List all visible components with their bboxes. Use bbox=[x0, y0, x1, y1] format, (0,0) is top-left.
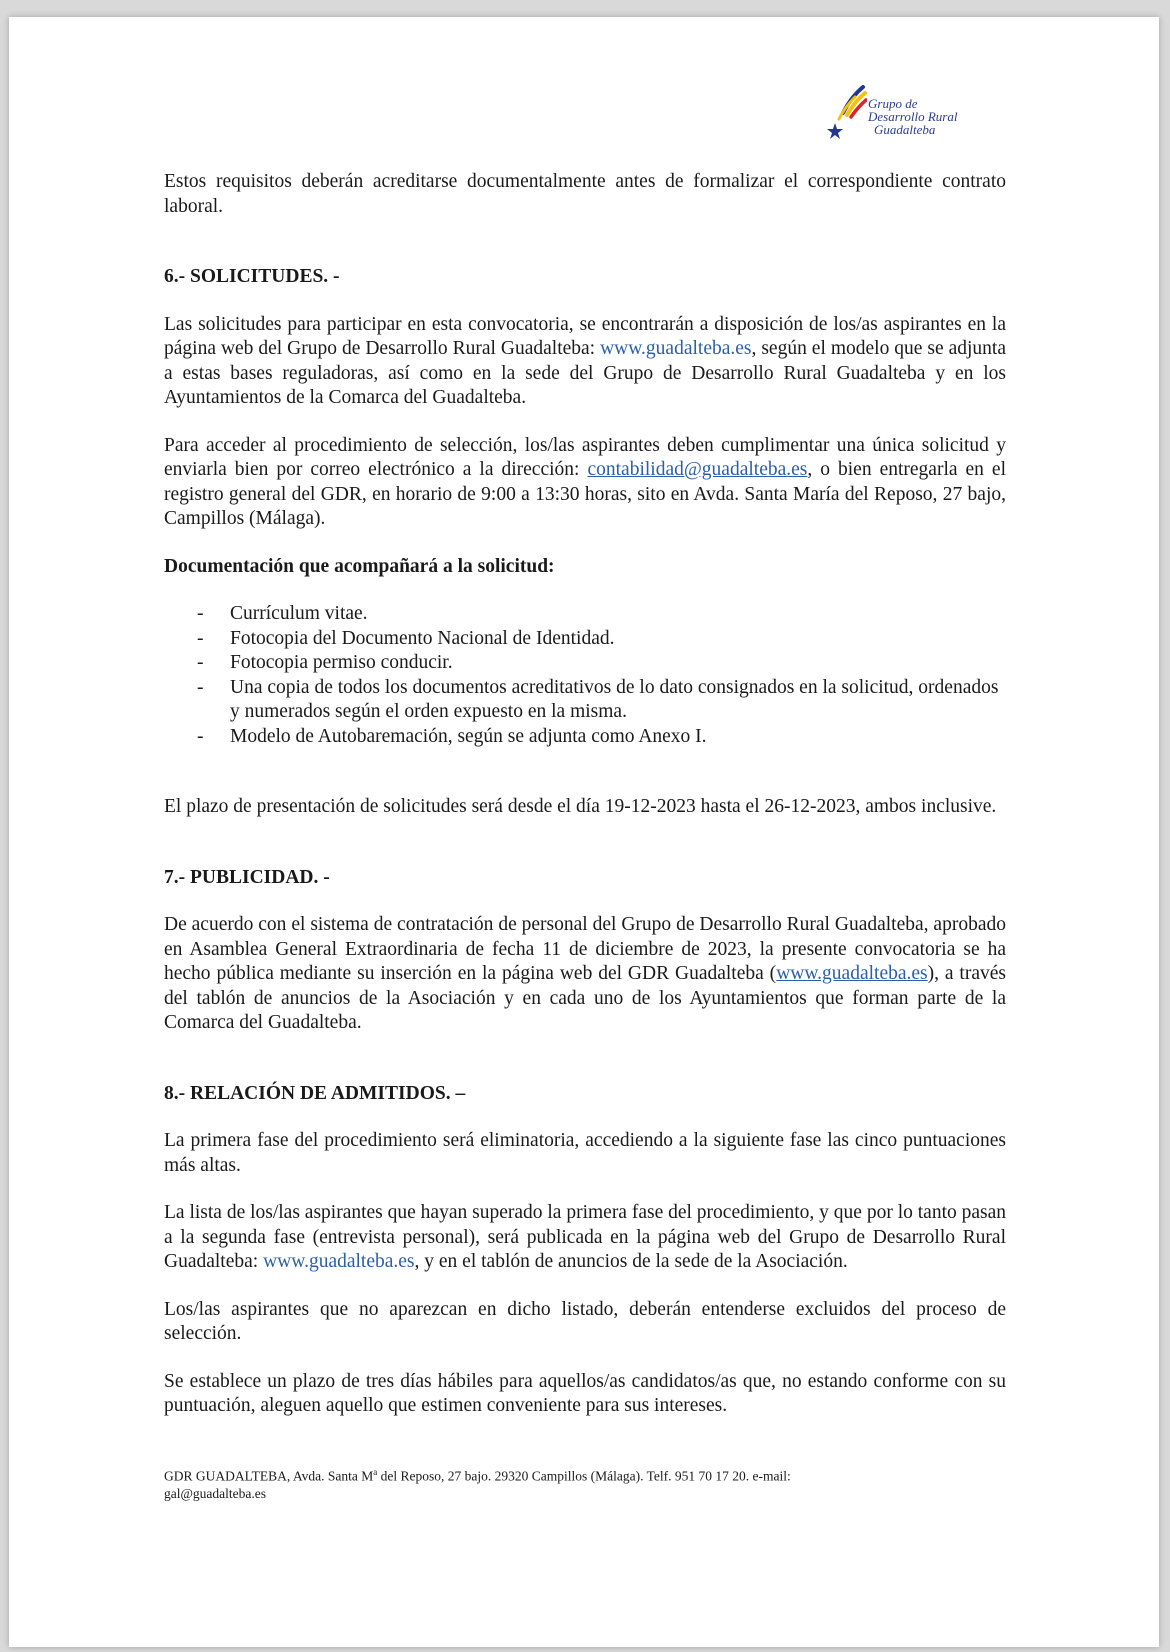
footer-superscript: a bbox=[373, 1467, 378, 1477]
list-item-text: Fotocopia del Documento Nacional de Identidad. bbox=[230, 627, 615, 649]
document-body bbox=[164, 170, 1006, 1419]
website-link[interactable]: www.guadalteba.es bbox=[263, 1251, 415, 1272]
section-8-paragraph-3: Los/las aspirantes que no aparezcan en dicho listado, deberán entenderse excluidos del proceso de selección. bbox=[164, 1298, 1006, 1344]
list-item-text: Una copia de todos los documentos acreditativos de lo dato consignados en la solicitud, ordenados y numerados según el orden expuesto en la misma. bbox=[230, 676, 999, 722]
list-item-text: Currículum vitae. bbox=[230, 603, 368, 624]
section-6-p1-text-end: , según el modelo que se adjunta a estas bases reguladoras, así como en la sede del Grupo de Desarrollo Rural Guadalteba y en los Ayuntamientos de la Comarca del Guadalteba. bbox=[164, 338, 1006, 408]
logo-line-2: Desarrollo Rural bbox=[868, 109, 958, 124]
section-8-p2-text-end: , y en el tablón de anuncios de la sede de la Asociación. bbox=[414, 1251, 848, 1272]
footer-contact: del Reposo, 27 bajo. 29320 Campillos (Málaga). Telf. 951 70 17 20. e-mail: bbox=[377, 1468, 791, 1484]
email-link[interactable]: contabilidad@guadalteba.es bbox=[587, 459, 808, 480]
section-6-p2-text: Para acceder al procedimiento de selección, los/las aspirantes deben cumplimentar una única solicitud y enviarla bien por correo electrónico a la dirección: bbox=[164, 434, 1006, 480]
section-8-p2-text: La lista de los/las aspirantes que hayan superado la primera fase del procedimiento, y que por lo tanto pasan a la segunda fase (entrevista personal), será publicada en la página web del Grupo de Desarrollo Rural Guadalteba: bbox=[164, 1202, 1007, 1272]
list-dash: - bbox=[197, 652, 204, 673]
footer-line-1 bbox=[164, 1464, 884, 1485]
section-8-paragraph-4: Se establece un plazo de tres días hábiles para aquellos/as candidatos/as que, no estando conforme con su puntuación, aleguen aquello que estimen conveniente para sus intereses. bbox=[164, 1370, 1006, 1416]
list-item bbox=[164, 627, 1006, 652]
list-item bbox=[164, 602, 1006, 627]
section-7-text: De acuerdo con el sistema de contratación de personal del Grupo de Desarrollo Rural Guadalteba, aprobado en Asamblea General Extraordinaria de fecha 11 de diciembre de 2023, la presente convocatoria se ha hecho pública mediante su inserción en la página web del GDR Guadalteba ( bbox=[164, 914, 1006, 984]
list-item bbox=[164, 676, 1006, 725]
gdr-guadalteba-logo bbox=[827, 83, 977, 153]
website-link[interactable]: www.guadalteba.es bbox=[600, 338, 752, 359]
section-6-paragraph-1 bbox=[164, 313, 1006, 411]
section-6-heading: 6.- SOLICITUDES. - bbox=[164, 266, 340, 287]
footer-email: gal@guadalteba.es bbox=[164, 1485, 267, 1501]
section-8-paragraph-1: La primera fase del procedimiento será eliminatoria, accediendo a la siguiente fase las cinco puntuaciones más altas. bbox=[164, 1130, 1006, 1176]
section-8-paragraph-2 bbox=[164, 1201, 1006, 1275]
footer-address: GDR GUADALTEBA, Avda. Santa M bbox=[164, 1468, 374, 1484]
logo-emblem-icon bbox=[827, 83, 867, 145]
section-6-p2-text-end: , o bien entregarla en el registro general del GDR, en horario de 9:00 a 13:30 horas, sito en Avda. Santa María del Reposo, 27 bajo, Campillos (Málaga). bbox=[164, 459, 1007, 529]
document-page bbox=[9, 17, 1159, 1647]
list-item bbox=[164, 725, 1006, 750]
list-item-text: Fotocopia permiso conducir. bbox=[230, 652, 453, 673]
deadline-paragraph: El plazo de presentación de solicitudes será desde el día 19-12-2023 hasta el 26-12-2023, ambos inclusive. bbox=[164, 796, 997, 817]
page-footer bbox=[164, 1464, 884, 1502]
section-6-p1-text: Las solicitudes para participar en esta convocatoria, se encontrarán a disposición de los/as aspirantes en la página web del Grupo de Desarrollo Rural Guadalteba: bbox=[164, 313, 1006, 359]
website-link[interactable]: www.guadalteba.es bbox=[776, 963, 928, 984]
intro-paragraph: Estos requisitos deberán acreditarse documentalmente antes de formalizar el correspondiente contrato laboral. bbox=[164, 171, 1006, 217]
list-dash: - bbox=[197, 603, 204, 624]
documents-list bbox=[164, 602, 1006, 749]
logo-line-1: Grupo de bbox=[868, 96, 918, 111]
docs-heading: Documentación que acompañará a la solicitud: bbox=[164, 555, 555, 577]
list-dash: - bbox=[197, 627, 204, 649]
list-dash: - bbox=[197, 725, 204, 747]
logo-text bbox=[868, 97, 957, 136]
list-item bbox=[164, 651, 1006, 676]
logo-line-3: Guadalteba bbox=[874, 122, 936, 137]
section-6-paragraph-2 bbox=[164, 434, 1006, 532]
list-dash: - bbox=[197, 676, 204, 698]
section-7-text-end: ), a través del tablón de anuncios de la Asociación y en cada uno de los Ayuntamientos que forman parte de la Comarca del Guadalteba. bbox=[164, 963, 1006, 1033]
list-item-text: Modelo de Autobaremación, según se adjunta como Anexo I. bbox=[230, 725, 707, 747]
section-8-heading: 8.- RELACIÓN DE ADMITIDOS. – bbox=[164, 1082, 466, 1104]
section-7-heading: 7.- PUBLICIDAD. - bbox=[164, 866, 330, 888]
section-7-paragraph bbox=[164, 913, 1006, 1036]
